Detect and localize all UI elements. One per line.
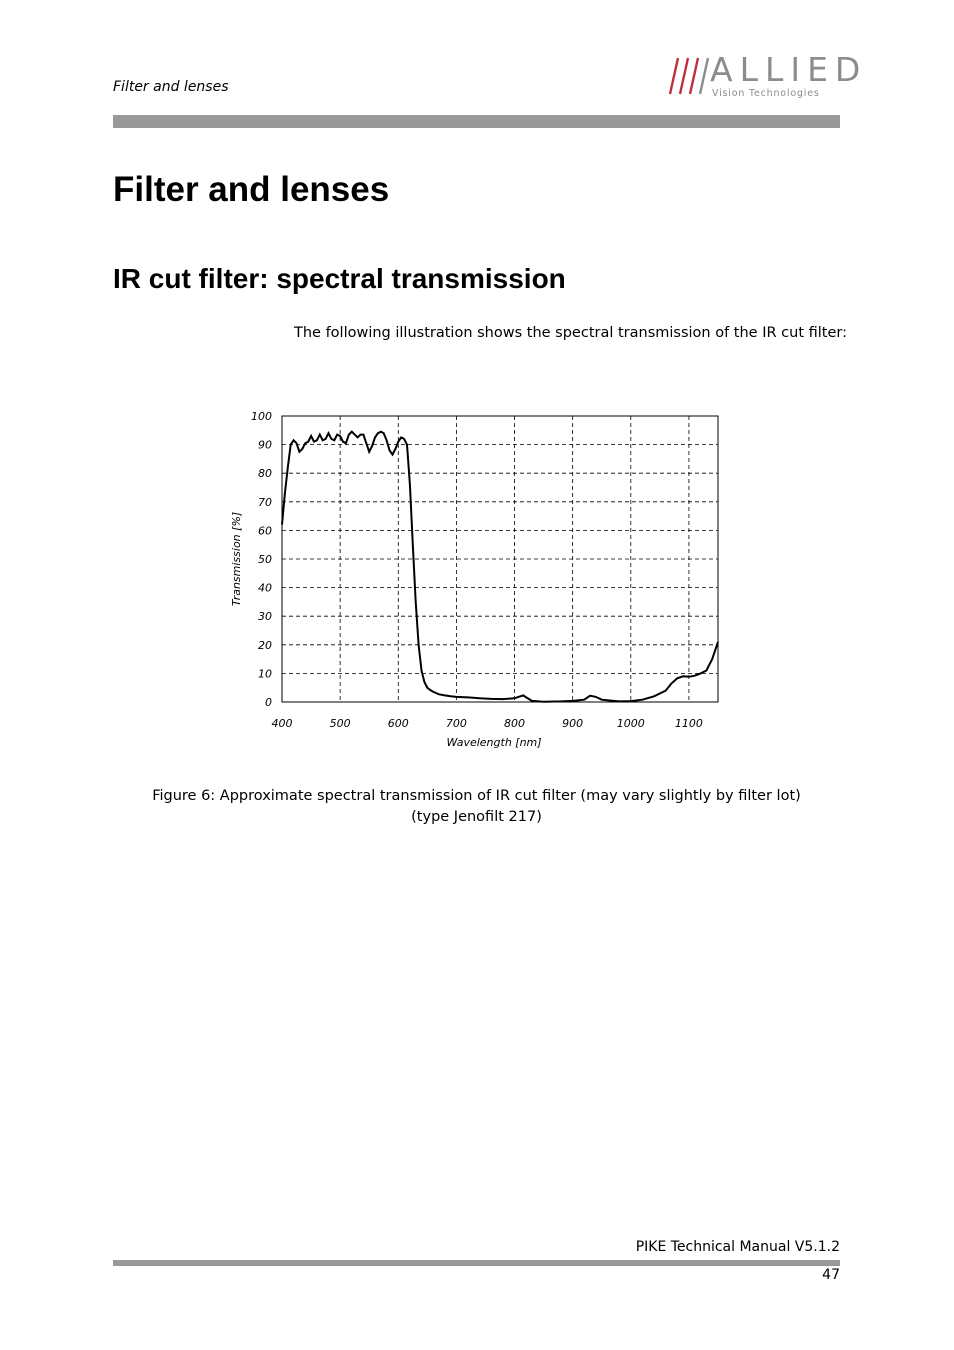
logo-wordmark: ALLIED bbox=[710, 50, 868, 89]
y-tick-labels bbox=[251, 410, 272, 709]
y-tick-label-0: 0 bbox=[265, 696, 272, 709]
figure-caption bbox=[113, 786, 840, 828]
x-tick-label-0: 400 bbox=[271, 717, 293, 730]
header-rule bbox=[113, 115, 840, 128]
y-axis-label: Transmission [%] bbox=[230, 511, 243, 607]
caption-line-1: Figure 6: Approximate spectral transmission of IR cut filter (may vary slightly by filter lot) bbox=[152, 788, 801, 804]
chart-grid bbox=[282, 416, 718, 702]
y-tick-label-9: 90 bbox=[258, 438, 272, 452]
x-tick-label-4: 800 bbox=[504, 717, 526, 730]
x-tick-label-2: 600 bbox=[387, 717, 409, 730]
x-tick-label-7: 1100 bbox=[674, 717, 703, 730]
y-tick-label-4: 40 bbox=[258, 581, 272, 595]
y-tick-label-8: 80 bbox=[258, 467, 272, 481]
y-tick-label-6: 60 bbox=[258, 524, 272, 538]
y-tick-label-7: 70 bbox=[258, 495, 272, 509]
slashes-logo-icon bbox=[668, 56, 710, 96]
footer-manual-title: PIKE Technical Manual V5.1.2 bbox=[635, 1239, 840, 1255]
header-section-label: Filter and lenses bbox=[113, 79, 229, 95]
caption-line-2: (type Jenofilt 217) bbox=[411, 809, 542, 825]
transmission-chart bbox=[226, 405, 726, 755]
allied-logo bbox=[668, 50, 868, 100]
x-tick-label-1: 500 bbox=[329, 717, 351, 730]
intro-paragraph: The following illustration shows the spectral transmission of the IR cut filter: bbox=[294, 325, 847, 341]
x-tick-labels bbox=[272, 717, 703, 730]
series-line bbox=[282, 432, 718, 702]
x-tick-label-3: 700 bbox=[445, 717, 467, 730]
y-tick-label-2: 20 bbox=[258, 638, 272, 652]
page-number: 47 bbox=[822, 1267, 840, 1283]
x-axis-label: Wavelength [nm] bbox=[446, 736, 542, 749]
y-tick-label-1: 10 bbox=[258, 667, 272, 681]
x-tick-label-5: 900 bbox=[562, 717, 584, 730]
footer-rule bbox=[113, 1260, 840, 1266]
x-tick-label-6: 1000 bbox=[616, 717, 645, 730]
y-tick-label-10: 100 bbox=[251, 410, 272, 423]
section-heading: IR cut filter: spectral transmission bbox=[113, 263, 566, 294]
y-tick-label-5: 50 bbox=[258, 553, 272, 566]
y-tick-label-3: 30 bbox=[258, 610, 272, 624]
logo-subtitle: Vision Technologies bbox=[712, 88, 820, 99]
page-title: Filter and lenses bbox=[113, 170, 390, 209]
